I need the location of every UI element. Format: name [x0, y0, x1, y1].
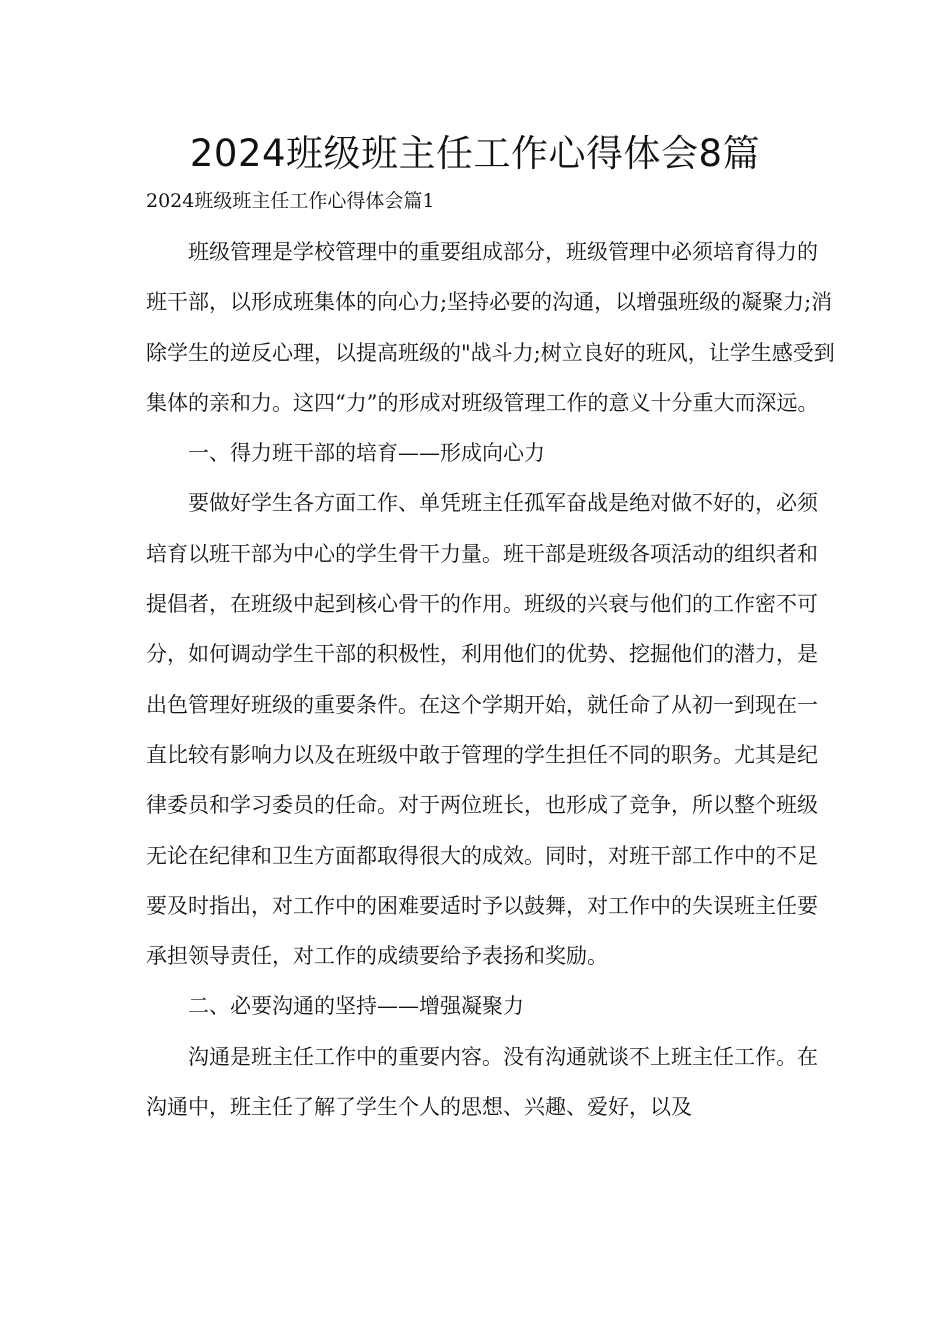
section-heading-1: 一、得力班干部的培育——形成向心力	[188, 441, 545, 466]
paragraph: 班级管理是学校管理中的重要组成部分，班级管理中必须培育得力的班干部，以形成班集体的向心力;坚持必要的沟通，以增强班级的凝聚力;消除学生的逆反心理，以提高班级的"战斗力;树立良好的班风，让学生感受到集体的亲和力。这四“力”的形成对班级管理工作的意义十分重大而深远。	[146, 240, 835, 415]
document-body	[146, 227, 836, 1132]
section-heading-2: 二、必要沟通的坚持——增强凝聚力	[188, 994, 524, 1019]
section-heading: 2024班级班主任工作心得体会篇1	[146, 190, 435, 212]
paragraph: 要做好学生各方面工作、单凭班主任孤军奋战是绝对做不好的，必须培育以班干部为中心的学生骨干力量。班干部是班级各项活动的组织者和提倡者，在班级中起到核心骨干的作用。班级的兴衰与他们的工作密不可分，如何调动学生干部的积极性，利用他们的优势、挖掘他们的潜力，是出色管理好班级的重要条件。在这个学期开始，就任命了从初一到现在一直比较有影响力以及在班级中敢于管理的学生担任不同的职务。尤其是纪律委员和学习委员的任命。对于两位班长，也形成了竞争，所以整个班级无论在纪律和卫生方面都取得很大的成效。同时，对班干部工作中的不足要及时指出，对工作中的困难要适时予以鼓舞，对工作中的失误班主任要承担领导责任，对工作的成绩要给予表扬和奖励。	[146, 491, 818, 969]
paragraph: 沟通是班主任工作中的重要内容。没有沟通就谈不上班主任工作。在沟通中，班主任了解了学生个人的思想、兴趣、爱好，以及	[146, 1044, 818, 1120]
document-title: 2024班级班主任工作心得体会8篇	[189, 132, 761, 175]
